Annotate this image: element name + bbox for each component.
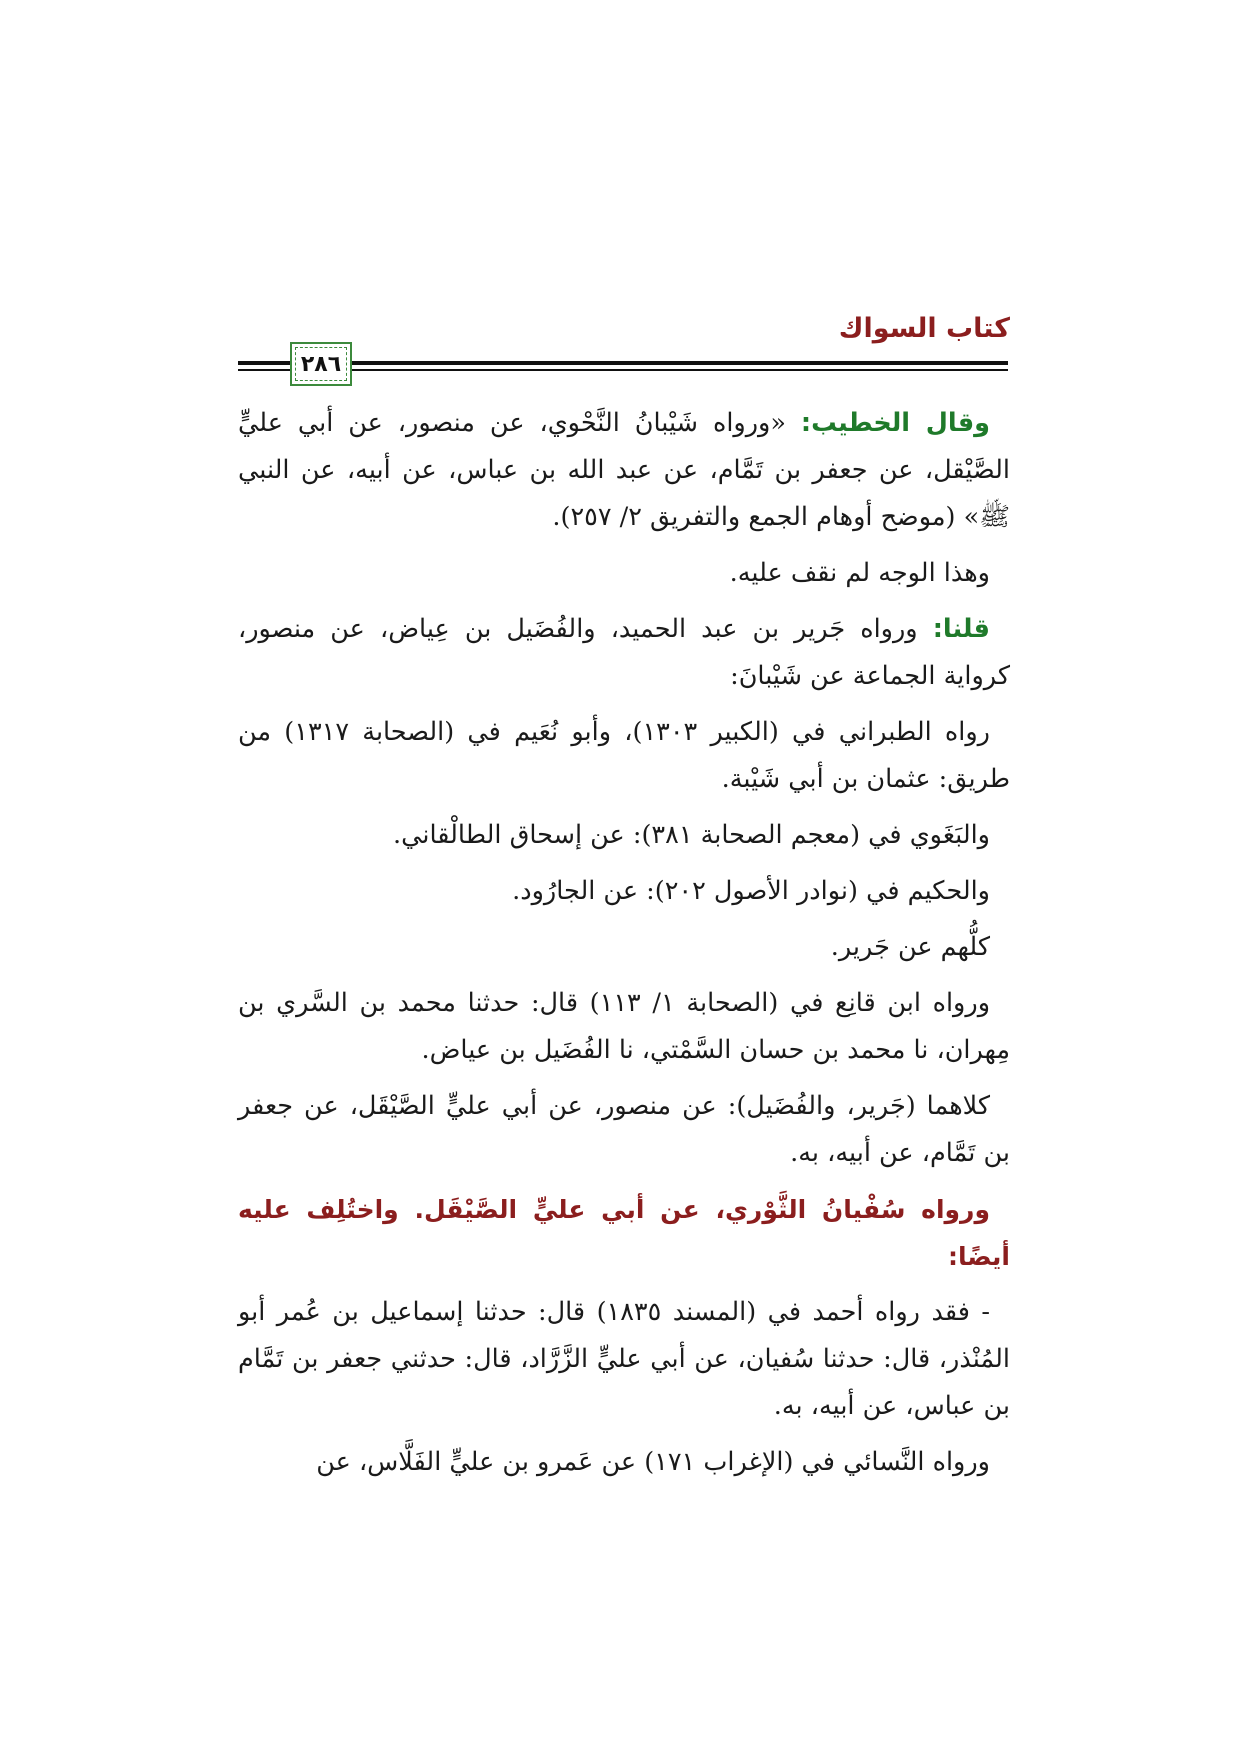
page-number-badge: [290, 342, 352, 386]
paragraph-kulluhum: كلُّهم عن جَرير.: [830, 932, 990, 962]
paragraph-khatib-text: «ورواه شَيْبانُ النَّحْوي، عن منصور، عن أبي عليٍّ الصَّيْقل، عن جعفر بن تَمَّام، عن عبد الله بن عباس، عن أبيه، عن النبي ﷺ» (موضح أوهام الجمع والتفريق ٢/ ٢٥٧).: [238, 408, 1010, 532]
label-khatib: وقال الخطيب:: [800, 408, 990, 438]
running-header-title: كتاب السواك: [838, 313, 1010, 344]
page-number: ٢٨٦: [300, 351, 342, 377]
label-qulna: قلنا:: [932, 614, 990, 644]
paragraph-khatib: [238, 400, 1010, 541]
header-rule-thin: [238, 369, 1008, 371]
paragraph-hakim: والحكيم في (نوادر الأصول ٢٠٢): عن الجارُود.: [512, 876, 990, 906]
paragraph-qulna: [238, 606, 1010, 700]
paragraph-kilahuma: كلاهما (جَرير، والفُضَيل): عن منصور، عن أبي عليٍّ الصَّيْقَل، عن جعفر بن تَمَّام، عن أبيه، به.: [238, 1091, 1010, 1168]
paragraph-nasai: ورواه النَّسائي في (الإغراب ١٧١) عن عَمرو بن عليٍّ الفَلَّاس، عن: [316, 1447, 990, 1477]
paragraph-ahmad: - فقد رواه أحمد في (المسند ١٨٣٥) قال: حدثنا إسماعيل بن عُمر أبو المُنْذر، قال: حدثنا سُفيان، عن أبي عليٍّ الزَّرَّاد، قال: حدثني جعفر بن تَمَّام بن عباس، عن أبيه، به.: [238, 1297, 1010, 1421]
paragraph-ibn-qani: ورواه ابن قانِع في (الصحابة ١/ ١١٣) قال: حدثنا محمد بن السَّري بن مِهران، نا محمد بن حسان السَّمْتي، نا الفُضَيل بن عياض.: [238, 988, 1010, 1065]
paragraph-note: وهذا الوجه لم نقف عليه.: [729, 558, 990, 588]
page-body: [238, 400, 1010, 1495]
paragraph-qulna-text: ورواه جَرير بن عبد الحميد، والفُضَيل بن عِياض، عن منصور، كرواية الجماعة عن شَيْبانَ:: [238, 614, 1010, 691]
paragraph-baghawi: والبَغَوي في (معجم الصحابة ٣٨١): عن إسحاق الطالْقاني.: [393, 820, 990, 850]
header-rule-thick: [238, 361, 1008, 365]
section-heading: ورواه سُفْيانُ الثَّوْري، عن أبي عليٍّ الصَّيْقَل. واختُلِف عليه أيضًا:: [238, 1195, 1010, 1271]
paragraph-tabarani: رواه الطبراني في (الكبير ١٣٠٣)، وأبو نُعَيم في (الصحابة ١٣١٧) من طريق: عثمان بن أبي شَيْبة.: [238, 717, 1010, 794]
